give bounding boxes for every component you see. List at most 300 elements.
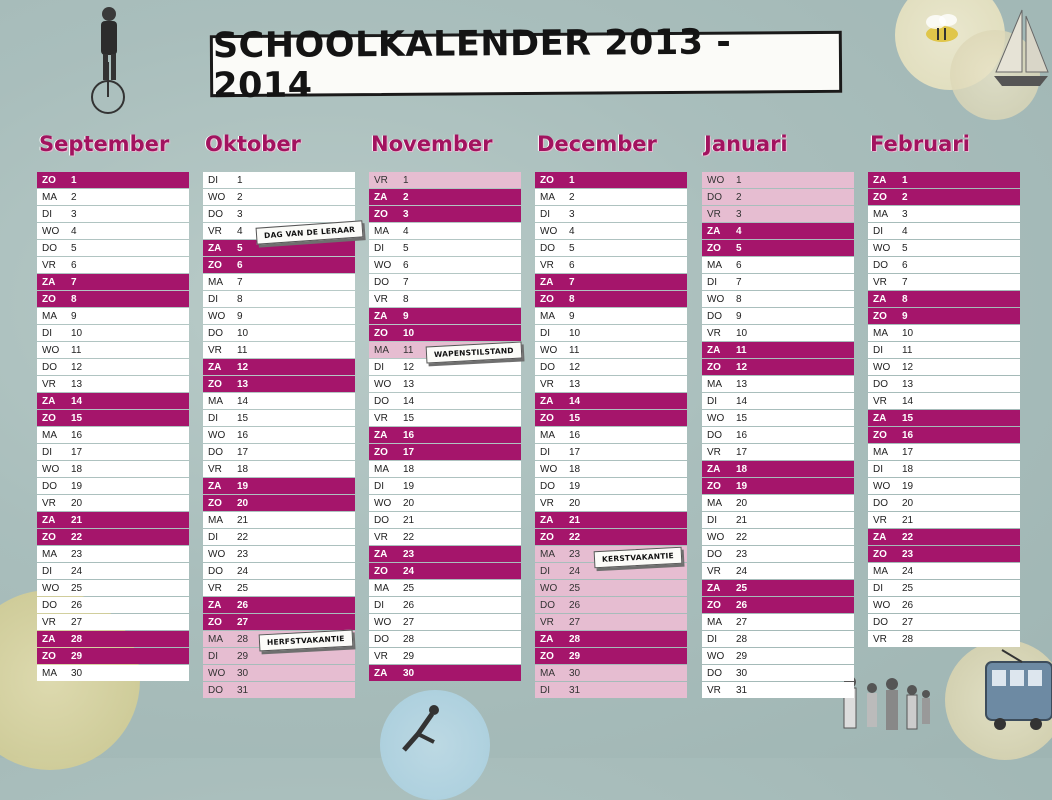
day-row: [369, 580, 521, 596]
day-number: 13: [569, 378, 581, 390]
weekday-label: ZA: [540, 514, 554, 526]
event-label-kerstvakantie: KERSTVAKANTIE: [594, 547, 683, 569]
day-row: [868, 495, 1020, 511]
day-row: [868, 631, 1020, 647]
day-row: [535, 529, 687, 545]
day-number: 9: [736, 310, 742, 322]
day-number: 11: [569, 344, 580, 356]
day-number: 28: [902, 633, 914, 645]
diver-illustration: [398, 700, 446, 756]
event-label-wapenstilstand: WAPENSTILSTAND: [426, 342, 523, 364]
weekday-label: WO: [208, 429, 226, 441]
day-row: [535, 427, 687, 443]
weekday-label: VR: [707, 327, 721, 339]
weekday-label: DO: [707, 191, 722, 203]
weekday-label: WO: [540, 225, 558, 237]
weekday-label: VR: [873, 514, 887, 526]
day-row: [702, 512, 854, 528]
day-number: 1: [237, 174, 243, 186]
weekday-label: MA: [42, 429, 57, 441]
day-number: 10: [736, 327, 748, 339]
day-number: 20: [569, 497, 581, 509]
weekday-label: ZA: [208, 242, 222, 254]
weekday-label: ZO: [540, 174, 554, 186]
weekday-label: DO: [208, 684, 223, 696]
day-number: 2: [569, 191, 575, 203]
day-number: 20: [403, 497, 415, 509]
day-row: [37, 172, 189, 188]
day-number: 18: [71, 463, 83, 475]
day-row: [702, 223, 854, 239]
day-row: [37, 189, 189, 205]
day-row: [369, 461, 521, 477]
weekday-label: WO: [707, 293, 725, 305]
day-number: 5: [736, 242, 742, 254]
day-row: [535, 257, 687, 273]
day-row: [37, 359, 189, 375]
day-number: 11: [902, 344, 913, 356]
day-row: [535, 410, 687, 426]
day-number: 26: [237, 599, 249, 611]
weekday-label: DO: [873, 616, 888, 628]
day-row: [535, 614, 687, 630]
day-row: [369, 393, 521, 409]
day-number: 24: [736, 565, 748, 577]
day-number: 15: [736, 412, 748, 424]
day-row: [37, 410, 189, 426]
weekday-label: DI: [707, 395, 717, 407]
day-number: 21: [403, 514, 415, 526]
weekday-label: MA: [540, 191, 555, 203]
day-number: 9: [71, 310, 77, 322]
day-number: 10: [71, 327, 83, 339]
day-number: 3: [71, 208, 77, 220]
weekday-label: DI: [42, 446, 52, 458]
weekday-label: VR: [42, 497, 56, 509]
day-row: [702, 631, 854, 647]
weekday-label: DI: [540, 684, 550, 696]
weekday-label: ZA: [873, 293, 887, 305]
day-row: [369, 614, 521, 630]
weekday-label: DO: [42, 361, 57, 373]
day-number: 26: [569, 599, 581, 611]
day-row: [203, 512, 355, 528]
day-row: [868, 172, 1020, 188]
weekday-label: VR: [873, 276, 887, 288]
day-row: [535, 325, 687, 341]
day-row: [369, 291, 521, 307]
month-column-september: [37, 130, 189, 682]
day-row: [203, 580, 355, 596]
day-row: [868, 189, 1020, 205]
day-number: 12: [902, 361, 914, 373]
day-number: 1: [569, 174, 575, 186]
weekday-label: DI: [208, 174, 218, 186]
day-row: [702, 206, 854, 222]
day-number: 10: [403, 327, 415, 339]
day-number: 1: [902, 174, 908, 186]
day-number: 28: [569, 633, 581, 645]
day-number: 28: [71, 633, 83, 645]
day-list: [203, 172, 355, 698]
weekday-label: ZA: [208, 480, 222, 492]
day-row: [203, 495, 355, 511]
day-row: [868, 427, 1020, 443]
day-row: [369, 206, 521, 222]
day-number: 15: [71, 412, 83, 424]
weekday-label: WO: [873, 361, 891, 373]
day-row: [37, 342, 189, 358]
day-number: 26: [71, 599, 83, 611]
day-number: 24: [403, 565, 415, 577]
day-number: 17: [403, 446, 415, 458]
day-row: [868, 325, 1020, 341]
weekday-label: MA: [540, 548, 555, 560]
day-row: [369, 189, 521, 205]
weekday-label: ZA: [374, 191, 388, 203]
month-name: December: [537, 132, 657, 156]
day-number: 9: [902, 310, 908, 322]
day-row: [868, 512, 1020, 528]
day-row: [535, 291, 687, 307]
day-row: [203, 597, 355, 613]
day-row: [868, 529, 1020, 545]
weekday-label: DI: [873, 225, 883, 237]
month-column-februari: [868, 130, 1020, 648]
weekday-label: ZO: [374, 565, 388, 577]
day-number: 12: [569, 361, 581, 373]
weekday-label: ZA: [707, 225, 721, 237]
weekday-label: ZA: [42, 276, 56, 288]
weekday-label: WO: [707, 174, 725, 186]
day-number: 22: [403, 531, 415, 543]
weekday-label: WO: [208, 667, 226, 679]
day-number: 10: [569, 327, 581, 339]
day-row: [37, 291, 189, 307]
day-number: 14: [736, 395, 748, 407]
day-number: 5: [902, 242, 908, 254]
weekday-label: MA: [873, 327, 888, 339]
day-row: [535, 240, 687, 256]
weekday-label: VR: [540, 378, 554, 390]
day-number: 14: [237, 395, 249, 407]
day-row: [702, 648, 854, 664]
day-row: [203, 682, 355, 698]
day-row: [702, 376, 854, 392]
day-row: [702, 546, 854, 562]
weekday-label: ZO: [42, 293, 56, 305]
day-row: [369, 257, 521, 273]
day-row: [369, 410, 521, 426]
day-number: 12: [237, 361, 249, 373]
day-number: 4: [71, 225, 77, 237]
weekday-label: ZO: [208, 616, 222, 628]
day-number: 21: [569, 514, 581, 526]
day-number: 19: [403, 480, 415, 492]
weekday-label: VR: [707, 446, 721, 458]
day-row: [203, 274, 355, 290]
day-number: 16: [902, 429, 914, 441]
weekday-label: DO: [873, 378, 888, 390]
day-row: [203, 308, 355, 324]
day-number: 17: [736, 446, 748, 458]
day-number: 22: [569, 531, 581, 543]
day-row: [37, 444, 189, 460]
day-number: 4: [569, 225, 575, 237]
weekday-label: WO: [540, 344, 558, 356]
day-row: [868, 580, 1020, 596]
day-row: [702, 563, 854, 579]
day-number: 2: [71, 191, 77, 203]
day-row: [535, 648, 687, 664]
weekday-label: VR: [208, 582, 222, 594]
weekday-label: DO: [42, 599, 57, 611]
weekday-label: MA: [208, 633, 223, 645]
day-number: 24: [569, 565, 581, 577]
day-row: [37, 495, 189, 511]
weekday-label: ZO: [540, 650, 554, 662]
day-number: 8: [902, 293, 908, 305]
day-number: 3: [569, 208, 575, 220]
day-row: [37, 376, 189, 392]
day-row: [203, 563, 355, 579]
weekday-label: DO: [707, 310, 722, 322]
weekday-label: DI: [42, 565, 52, 577]
day-number: 1: [403, 174, 409, 186]
weekday-label: ZA: [707, 344, 721, 356]
weekday-label: ZO: [707, 480, 721, 492]
day-number: 8: [403, 293, 409, 305]
day-row: [37, 631, 189, 647]
weekday-label: ZO: [873, 548, 887, 560]
day-row: [369, 546, 521, 562]
weekday-label: ZA: [873, 531, 887, 543]
day-number: 13: [71, 378, 83, 390]
day-number: 29: [237, 650, 249, 662]
day-row: [203, 325, 355, 341]
day-row: [535, 580, 687, 596]
day-row: [535, 206, 687, 222]
weekday-label: DI: [42, 327, 52, 339]
weekday-label: DO: [540, 599, 555, 611]
day-number: 2: [237, 191, 243, 203]
day-number: 7: [71, 276, 77, 288]
weekday-label: WO: [374, 616, 392, 628]
day-number: 5: [569, 242, 575, 254]
weekday-label: VR: [873, 395, 887, 407]
day-number: 13: [237, 378, 249, 390]
weekday-label: ZO: [873, 310, 887, 322]
day-row: [702, 291, 854, 307]
day-row: [37, 325, 189, 341]
weekday-label: MA: [540, 667, 555, 679]
day-number: 14: [403, 395, 415, 407]
weekday-label: DI: [540, 565, 550, 577]
day-row: [868, 359, 1020, 375]
weekday-label: ZA: [707, 463, 721, 475]
day-row: [37, 580, 189, 596]
weekday-label: VR: [540, 259, 554, 271]
day-number: 19: [736, 480, 748, 492]
day-number: 25: [569, 582, 581, 594]
day-number: 21: [736, 514, 748, 526]
weekday-label: ZA: [374, 429, 388, 441]
day-row: [535, 495, 687, 511]
day-number: 7: [403, 276, 409, 288]
day-number: 21: [71, 514, 83, 526]
weekday-label: MA: [374, 344, 389, 356]
day-number: 28: [403, 633, 415, 645]
day-list: [868, 172, 1020, 647]
day-row: [369, 274, 521, 290]
weekday-label: ZO: [42, 412, 56, 424]
weekday-label: DI: [540, 446, 550, 458]
day-row: [702, 359, 854, 375]
weekday-label: VR: [42, 378, 56, 390]
weekday-label: VR: [540, 616, 554, 628]
weekday-label: MA: [42, 191, 57, 203]
day-number: 19: [902, 480, 914, 492]
day-row: [37, 546, 189, 562]
day-row: [203, 172, 355, 188]
day-row: [369, 308, 521, 324]
day-number: 6: [902, 259, 908, 271]
day-number: 24: [237, 565, 249, 577]
weekday-label: MA: [42, 310, 57, 322]
weekday-label: WO: [707, 412, 725, 424]
weekday-label: ZO: [873, 191, 887, 203]
day-number: 16: [237, 429, 249, 441]
day-row: [369, 444, 521, 460]
day-number: 6: [736, 259, 742, 271]
weekday-label: ZO: [374, 327, 388, 339]
day-number: 17: [569, 446, 581, 458]
day-row: [702, 427, 854, 443]
day-number: 11: [71, 344, 82, 356]
day-row: [37, 308, 189, 324]
day-row: [37, 665, 189, 681]
day-row: [535, 597, 687, 613]
day-number: 14: [902, 395, 914, 407]
day-row: [868, 444, 1020, 460]
weekday-label: ZA: [42, 514, 56, 526]
weekday-label: WO: [208, 310, 226, 322]
weekday-label: ZA: [42, 395, 56, 407]
day-row: [702, 240, 854, 256]
day-number: 23: [902, 548, 914, 560]
weekday-label: DI: [208, 650, 218, 662]
day-number: 22: [902, 531, 914, 543]
day-number: 11: [237, 344, 248, 356]
weekday-label: MA: [208, 276, 223, 288]
weekday-label: DI: [540, 327, 550, 339]
weekday-label: DO: [208, 327, 223, 339]
day-row: [535, 189, 687, 205]
day-number: 27: [403, 616, 415, 628]
weekday-label: WO: [540, 463, 558, 475]
event-label-herfstvakantie: HERFSTVAKANTIE: [259, 630, 353, 652]
day-number: 20: [902, 497, 914, 509]
day-number: 27: [237, 616, 249, 628]
day-row: [369, 223, 521, 239]
day-number: 15: [569, 412, 581, 424]
weekday-label: ZO: [374, 208, 388, 220]
day-number: 29: [71, 650, 83, 662]
day-number: 17: [71, 446, 83, 458]
day-row: [702, 478, 854, 494]
weekday-label: WO: [42, 225, 60, 237]
weekday-label: ZO: [42, 174, 56, 186]
weekday-label: DO: [873, 497, 888, 509]
weekday-label: MA: [208, 514, 223, 526]
day-row: [37, 461, 189, 477]
day-row: [702, 580, 854, 596]
day-number: 25: [736, 582, 748, 594]
day-number: 5: [237, 242, 243, 254]
day-number: 24: [902, 565, 914, 577]
weekday-label: VR: [707, 565, 721, 577]
weekday-label: DI: [707, 276, 717, 288]
weekday-label: ZA: [374, 310, 388, 322]
day-number: 14: [569, 395, 581, 407]
day-row: [37, 614, 189, 630]
day-row: [702, 461, 854, 477]
weekday-label: ZO: [540, 412, 554, 424]
weekday-label: VR: [540, 497, 554, 509]
day-row: [535, 172, 687, 188]
weekday-label: DO: [374, 514, 389, 526]
weekday-label: VR: [374, 531, 388, 543]
weekday-label: DI: [374, 599, 384, 611]
sailboat-illustration: [990, 6, 1052, 98]
weekday-label: ZO: [208, 259, 222, 271]
day-row: [37, 512, 189, 528]
day-row: [868, 563, 1020, 579]
day-number: 16: [736, 429, 748, 441]
day-row: [369, 631, 521, 647]
day-number: 12: [403, 361, 415, 373]
day-row: [37, 648, 189, 664]
day-number: 2: [403, 191, 409, 203]
day-number: 19: [71, 480, 83, 492]
day-number: 12: [736, 361, 748, 373]
weekday-label: VR: [208, 463, 222, 475]
day-number: 29: [403, 650, 415, 662]
day-row: [702, 529, 854, 545]
day-row: [535, 376, 687, 392]
day-number: 4: [736, 225, 742, 237]
weekday-label: DI: [374, 480, 384, 492]
weekday-label: DI: [208, 531, 218, 543]
day-number: 29: [736, 650, 748, 662]
day-number: 18: [403, 463, 415, 475]
day-number: 18: [569, 463, 581, 475]
bee-illustration: [912, 8, 972, 52]
day-row: [369, 597, 521, 613]
day-number: 25: [71, 582, 83, 594]
day-number: 6: [403, 259, 409, 271]
day-number: 5: [403, 242, 409, 254]
weekday-label: WO: [42, 344, 60, 356]
weekday-label: DO: [42, 480, 57, 492]
day-number: 31: [569, 684, 581, 696]
day-number: 15: [237, 412, 249, 424]
day-number: 27: [569, 616, 581, 628]
day-number: 6: [569, 259, 575, 271]
weekday-label: DO: [873, 259, 888, 271]
day-list: [702, 172, 854, 698]
day-row: [535, 478, 687, 494]
